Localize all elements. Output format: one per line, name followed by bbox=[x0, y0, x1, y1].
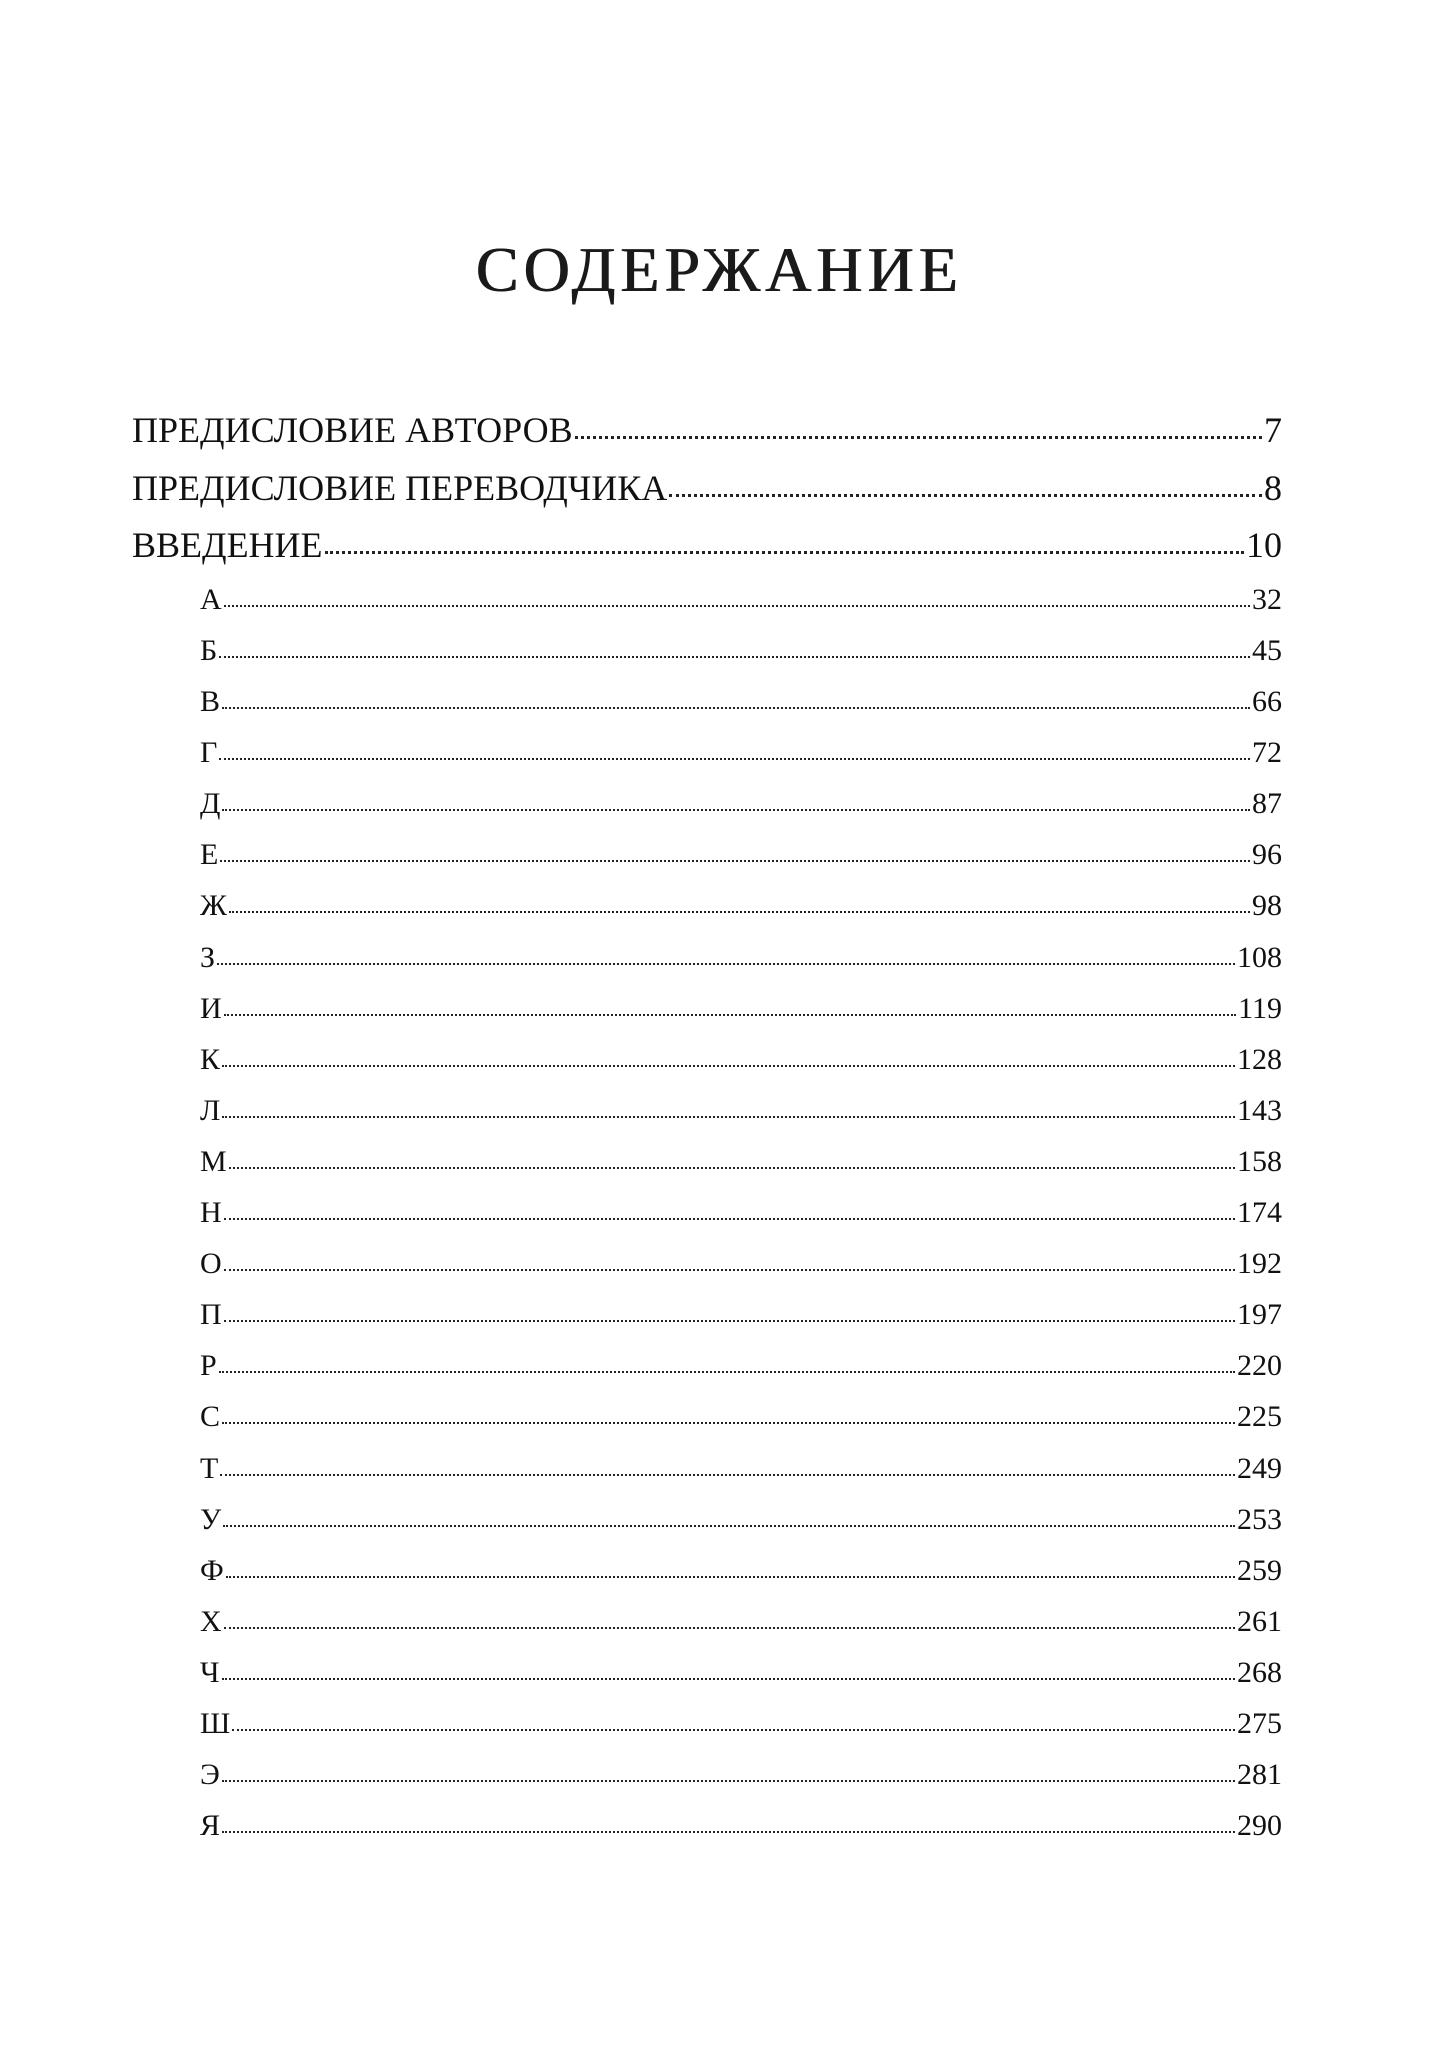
toc-entry-page: 45 bbox=[1252, 634, 1282, 667]
dot-leader bbox=[220, 1448, 1235, 1478]
toc-entry-page: 268 bbox=[1237, 1656, 1282, 1689]
toc-entry-label: У bbox=[200, 1503, 222, 1536]
toc-entry-page: 10 bbox=[1246, 525, 1282, 565]
toc-entry-letter[interactable] bbox=[200, 1805, 1282, 1845]
toc-entry-label: Ж bbox=[200, 889, 227, 922]
toc-entry-label: Ч bbox=[200, 1656, 220, 1689]
toc-entry-preface-translator[interactable] bbox=[132, 464, 1282, 512]
toc-entry-letter[interactable] bbox=[200, 834, 1282, 874]
toc-entry-letter[interactable] bbox=[200, 1345, 1282, 1385]
dot-leader bbox=[224, 579, 1250, 609]
toc-entry-label: Д bbox=[200, 787, 221, 820]
toc-entry-letter[interactable] bbox=[200, 783, 1282, 823]
toc-entry-letter[interactable] bbox=[200, 1652, 1282, 1692]
toc-entry-label: ВВЕДЕНИЕ bbox=[132, 525, 323, 565]
toc-entry-letter[interactable] bbox=[200, 1039, 1282, 1079]
toc-entry-page: 192 bbox=[1237, 1247, 1282, 1280]
toc-entry-page: 8 bbox=[1264, 468, 1282, 508]
dot-leader bbox=[219, 732, 1250, 762]
toc-entry-label: Ш bbox=[200, 1707, 231, 1740]
toc-entry-letter[interactable] bbox=[200, 630, 1282, 670]
toc-entry-page: 128 bbox=[1237, 1043, 1282, 1076]
toc-entry-letter[interactable] bbox=[200, 1294, 1282, 1334]
toc-entry-label: И bbox=[200, 992, 222, 1025]
dot-leader bbox=[232, 1703, 1235, 1733]
dot-leader bbox=[575, 406, 1262, 442]
toc-entry-letter[interactable] bbox=[200, 1243, 1282, 1283]
toc-entry-letter[interactable] bbox=[200, 988, 1282, 1028]
toc-entry-page: 249 bbox=[1237, 1452, 1282, 1485]
dot-leader bbox=[220, 834, 1250, 864]
toc-entry-label: Б bbox=[200, 634, 218, 667]
toc-entry-page: 281 bbox=[1237, 1758, 1282, 1791]
dot-leader bbox=[219, 630, 1250, 660]
toc-entry-label: Ф bbox=[200, 1554, 224, 1587]
toc-entry-letter[interactable] bbox=[200, 885, 1282, 925]
toc-entry-label: Х bbox=[200, 1605, 222, 1638]
dot-leader bbox=[229, 885, 1250, 915]
toc-entry-letter[interactable] bbox=[200, 1141, 1282, 1181]
toc-entry-page: 197 bbox=[1237, 1298, 1282, 1331]
dot-leader bbox=[224, 988, 1236, 1018]
toc-entry-introduction[interactable] bbox=[132, 521, 1282, 569]
toc-entry-page: 174 bbox=[1237, 1196, 1282, 1229]
dot-leader bbox=[219, 1345, 1235, 1375]
toc-entry-letter[interactable] bbox=[200, 1396, 1282, 1436]
dot-leader bbox=[224, 1243, 1235, 1273]
toc-entry-label: Э bbox=[200, 1758, 220, 1791]
toc-entry-page: 66 bbox=[1252, 685, 1282, 718]
dot-leader bbox=[222, 681, 1250, 711]
dot-leader bbox=[222, 783, 1250, 813]
toc-entry-letter[interactable] bbox=[200, 1754, 1282, 1794]
toc-entry-page: 275 bbox=[1237, 1707, 1282, 1740]
toc-entry-label: Т bbox=[200, 1452, 219, 1485]
page-title: СОДЕРЖАНИЕ bbox=[475, 234, 963, 305]
dot-leader bbox=[325, 521, 1244, 557]
toc-entry-page: 261 bbox=[1237, 1605, 1282, 1638]
toc-entry-label: Н bbox=[200, 1196, 222, 1229]
toc-entry-page: 290 bbox=[1237, 1809, 1282, 1842]
toc-entry-letter[interactable] bbox=[200, 1550, 1282, 1590]
dot-leader bbox=[222, 1652, 1236, 1682]
toc-entry-label: Р bbox=[200, 1349, 217, 1382]
toc-entry-label: Я bbox=[200, 1809, 221, 1842]
toc-entry-page: 259 bbox=[1237, 1554, 1282, 1587]
toc-entry-page: 108 bbox=[1237, 941, 1282, 974]
toc-entry-preface-authors[interactable] bbox=[132, 406, 1282, 454]
toc-entry-letter[interactable] bbox=[200, 1703, 1282, 1743]
dot-leader bbox=[222, 1090, 1235, 1120]
toc-entry-letter[interactable] bbox=[200, 1090, 1282, 1130]
toc-entry-label: В bbox=[200, 685, 221, 718]
dot-leader bbox=[224, 1601, 1235, 1631]
toc-entry-label: Е bbox=[200, 838, 219, 871]
toc-entry-label: С bbox=[200, 1400, 221, 1433]
toc-entry-letter[interactable] bbox=[200, 579, 1282, 619]
dot-leader bbox=[222, 1396, 1235, 1426]
toc-entry-letter[interactable] bbox=[200, 681, 1282, 721]
toc-entry-letter[interactable] bbox=[200, 1192, 1282, 1232]
toc-entry-label: П bbox=[200, 1298, 222, 1331]
toc-entry-letter[interactable] bbox=[200, 1601, 1282, 1641]
dot-leader bbox=[222, 1039, 1235, 1069]
toc-entry-page: 143 bbox=[1237, 1094, 1282, 1127]
dot-leader bbox=[217, 937, 1235, 967]
toc-entry-label: З bbox=[200, 941, 216, 974]
dot-leader bbox=[222, 1754, 1235, 1784]
toc-entry-page: 87 bbox=[1252, 787, 1282, 820]
toc-entry-label: Г bbox=[200, 736, 218, 769]
dot-leader bbox=[229, 1141, 1235, 1171]
toc-entry-letter[interactable] bbox=[200, 937, 1282, 977]
toc-entry-letter[interactable] bbox=[200, 1448, 1282, 1488]
toc-entry-label: К bbox=[200, 1043, 221, 1076]
toc-entry-page: 32 bbox=[1252, 583, 1282, 616]
dot-leader bbox=[226, 1550, 1235, 1580]
toc-entry-label: ПРЕДИСЛОВИЕ ПЕРЕВОДЧИКА bbox=[132, 468, 668, 508]
dot-leader bbox=[223, 1499, 1235, 1529]
toc-entry-label: О bbox=[200, 1247, 222, 1280]
toc-entry-page: 7 bbox=[1264, 410, 1282, 450]
toc-entry-page: 158 bbox=[1237, 1145, 1282, 1178]
dot-leader bbox=[222, 1805, 1235, 1835]
dot-leader bbox=[224, 1294, 1235, 1324]
toc-entry-label: ПРЕДИСЛОВИЕ АВТОРОВ bbox=[132, 410, 573, 450]
toc-entry-page: 225 bbox=[1237, 1400, 1282, 1433]
dot-leader bbox=[669, 464, 1262, 500]
toc-entry-page: 72 bbox=[1252, 736, 1282, 769]
toc-entry-page: 119 bbox=[1238, 992, 1282, 1025]
toc-entry-label: А bbox=[200, 583, 222, 616]
toc-entry-letter[interactable] bbox=[200, 1499, 1282, 1539]
toc-entry-page: 96 bbox=[1252, 838, 1282, 871]
toc-entry-label: М bbox=[200, 1145, 227, 1178]
toc-entry-page: 98 bbox=[1252, 889, 1282, 922]
toc-entry-label: Л bbox=[200, 1094, 221, 1127]
toc-entry-page: 253 bbox=[1237, 1503, 1282, 1536]
toc-entry-letter[interactable] bbox=[200, 732, 1282, 772]
dot-leader bbox=[224, 1192, 1235, 1222]
toc-entry-page: 220 bbox=[1237, 1349, 1282, 1382]
